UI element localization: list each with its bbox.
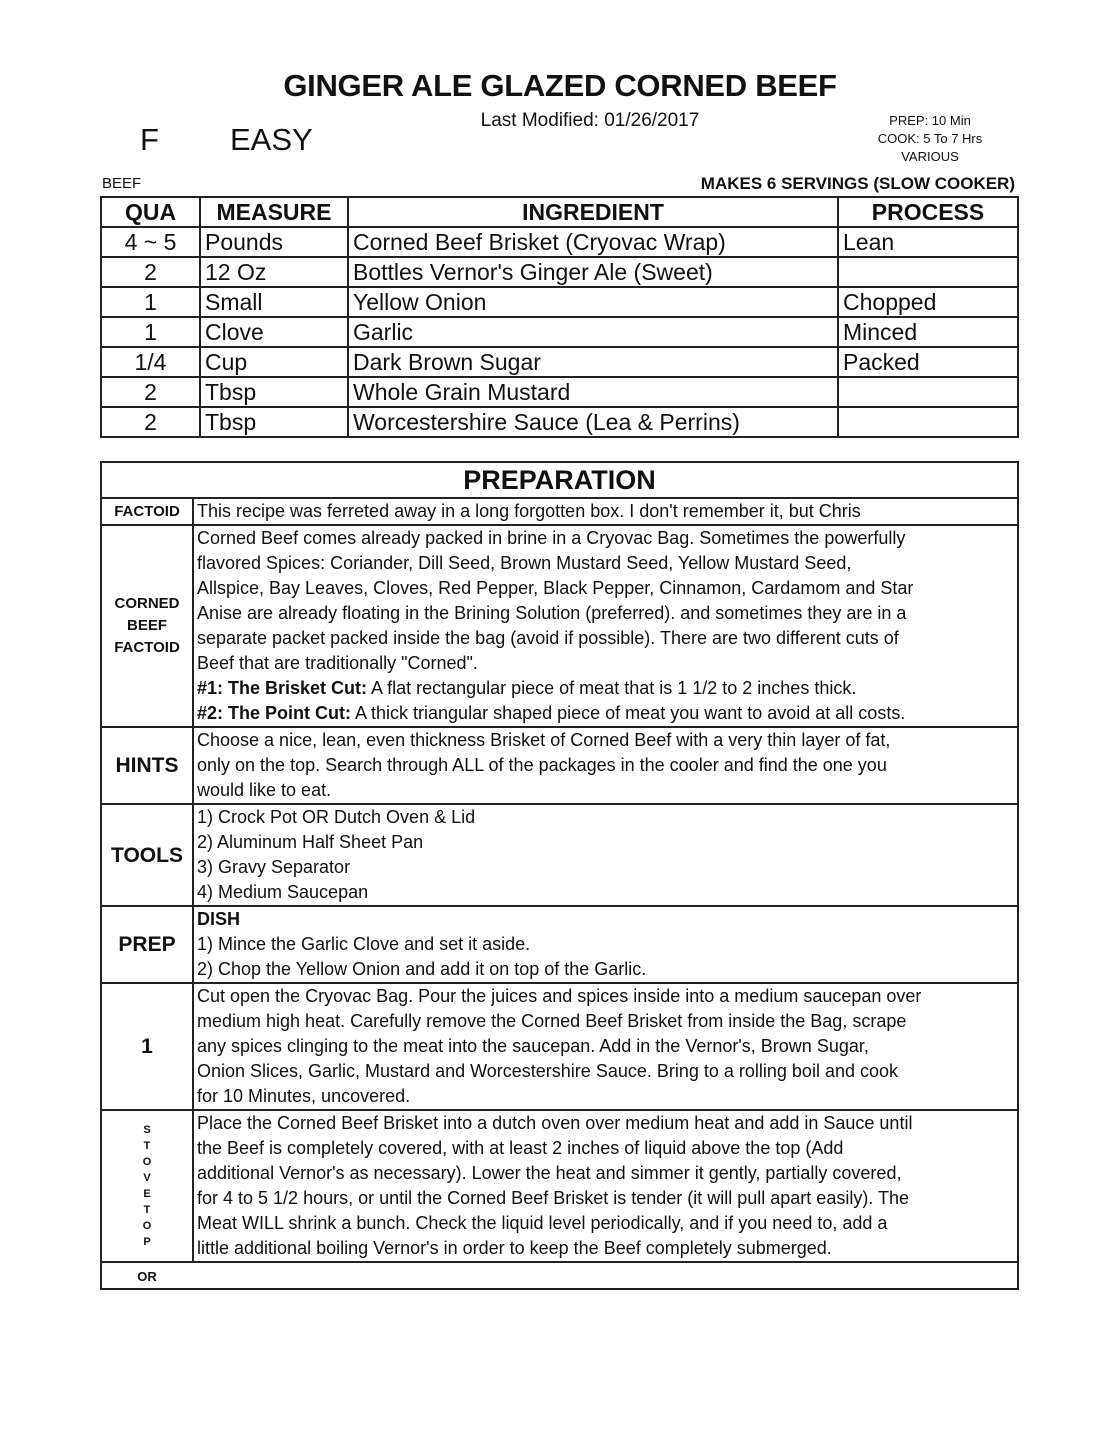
text-line: Corned Beef comes already packed in brine in a Cryovac Bag. Sometimes the powerfully <box>197 528 906 548</box>
ingredient-name: Bottles Vernor's Ginger Ale (Sweet) <box>348 257 838 287</box>
prep-item: 2) Chop the Yellow Onion and add it on top of the Garlic. <box>197 959 647 979</box>
tools-list <box>193 804 1018 906</box>
text-line: additional Vernor's as necessary). Lower the heat and simmer it gently, partially covered, <box>197 1163 902 1183</box>
text-line: Place the Corned Beef Brisket into a dutch oven over medium heat and add in Sauce until <box>197 1113 913 1133</box>
label-letter: P <box>143 1236 151 1248</box>
point-cut-label: #2: The Point Cut: <box>197 703 351 723</box>
text-line: medium high heat. Carefully remove the Corned Beef Brisket from inside the Bag, scrape <box>197 1011 907 1031</box>
hints-label: HINTS <box>101 727 193 804</box>
tools-label: TOOLS <box>101 804 193 906</box>
ingredient-row <box>101 407 1018 437</box>
ingredient-row <box>101 257 1018 287</box>
tool-item: 4) Medium Saucepan <box>197 882 369 902</box>
brisket-cut-line <box>197 676 1014 701</box>
ingredient-name: Worcestershire Sauce (Lea & Perrins) <box>348 407 838 437</box>
column-header-process: PROCESS <box>838 197 1018 227</box>
text-line: Cut open the Cryovac Bag. Pour the juices and spices inside into a medium saucepan over <box>197 986 922 1006</box>
ingredient-row <box>101 287 1018 317</box>
factoid-text: This recipe was ferreted away in a long forgotten box. I don't remember it, but Chris <box>193 498 1018 525</box>
ingredient-row <box>101 347 1018 377</box>
text-line: Beef that are traditionally "Corned". <box>197 653 478 673</box>
stovetop-text <box>193 1110 1018 1262</box>
column-header-measure: MEASURE <box>200 197 348 227</box>
text-line: only on the top. Search through ALL of the packages in the cooler and find the one you <box>197 755 887 775</box>
prep-list <box>193 906 1018 983</box>
text-line: Meat WILL shrink a bunch. Check the liquid level periodically, and if you need to, add a <box>197 1213 888 1233</box>
label-line: BEEF <box>126 617 167 634</box>
ingredient-quantity: 1 <box>101 317 200 347</box>
prep-label: PREP <box>101 906 193 983</box>
point-cut-line <box>197 701 1014 726</box>
ingredient-quantity: 2 <box>101 407 200 437</box>
or-text: OR <box>137 1269 157 1284</box>
text-line: Anise are already floating in the Brining Solution (preferred). and sometimes they are in a <box>197 603 907 623</box>
text-line: for 4 to 5 1/2 hours, or until the Corned Beef Brisket is tender (it will pull apart easily). The <box>197 1188 910 1208</box>
label-letter: E <box>143 1188 151 1200</box>
tool-item: 3) Gravy Separator <box>197 857 351 877</box>
ingredient-quantity: 2 <box>101 377 200 407</box>
ingredient-process <box>838 377 1018 407</box>
text-line: little additional boiling Vernor's in order to keep the Beef completely submerged. <box>197 1238 832 1258</box>
ingredient-process <box>838 407 1018 437</box>
corned-beef-factoid-text <box>193 525 1018 727</box>
ingredient-name: Garlic <box>348 317 838 347</box>
difficulty-label: EASY <box>230 122 313 157</box>
ingredient-measure: Pounds <box>200 227 348 257</box>
text-line: the Beef is completely covered, with at least 2 inches of liquid above the top (Add <box>197 1138 844 1158</box>
ingredient-process: Packed <box>838 347 1018 377</box>
text-line: any spices clinging to the meat into the saucepan. Add in the Vernor's, Brown Sugar, <box>197 1036 869 1056</box>
ingredients-header-row <box>101 197 1018 227</box>
factoid-label: FACTOID <box>101 498 193 525</box>
ingredient-process: Lean <box>838 227 1018 257</box>
category-label: BEEF <box>102 175 142 192</box>
ingredient-measure: Small <box>200 287 348 317</box>
ingredient-quantity: 2 <box>101 257 200 287</box>
label-line: CORNED <box>114 595 180 612</box>
ingredient-row <box>101 377 1018 407</box>
preparation-table <box>100 461 1019 1290</box>
ingredient-quantity: 1/4 <box>101 347 200 377</box>
prep-subheading: DISH <box>197 909 241 929</box>
label-letter: V <box>143 1172 151 1184</box>
stovetop-row <box>101 1110 1018 1262</box>
ingredient-row <box>101 227 1018 257</box>
ingredient-process: Chopped <box>838 287 1018 317</box>
ingredient-measure: Clove <box>200 317 348 347</box>
column-header-qua: QUA <box>101 197 200 227</box>
ingredient-measure: Tbsp <box>200 407 348 437</box>
ingredient-name: Yellow Onion <box>348 287 838 317</box>
ingredient-name: Corned Beef Brisket (Cryovac Wrap) <box>348 227 838 257</box>
tool-item: 2) Aluminum Half Sheet Pan <box>197 832 424 852</box>
time-info <box>850 112 1010 166</box>
ingredient-measure: Cup <box>200 347 348 377</box>
prep-item: 1) Mince the Garlic Clove and set it aside. <box>197 934 531 954</box>
factoid-row <box>101 498 1018 525</box>
step-1-row <box>101 983 1018 1110</box>
last-modified: Last Modified: 01/26/2017 <box>480 110 700 131</box>
label-letter: O <box>142 1156 152 1168</box>
label-letter: T <box>143 1140 151 1152</box>
text-line: Onion Slices, Garlic, Mustard and Worcestershire Sauce. Bring to a rolling boil and cook <box>197 1061 898 1081</box>
step-1-text <box>193 983 1018 1110</box>
column-header-ingredient: INGREDIENT <box>348 197 838 227</box>
ingredient-row <box>101 317 1018 347</box>
recipe-grade: F <box>140 122 159 157</box>
ingredients-table <box>100 196 1019 438</box>
text-line: for 10 Minutes, uncovered. <box>197 1086 411 1106</box>
recipe-title: GINGER ALE GLAZED CORNED BEEF <box>283 68 837 103</box>
ingredient-process: Minced <box>838 317 1018 347</box>
cook-time: COOK: 5 To 7 Hrs <box>877 131 983 146</box>
ingredient-quantity: 1 <box>101 287 200 317</box>
ingredient-quantity: 4 ~ 5 <box>101 227 200 257</box>
hints-text <box>193 727 1018 804</box>
text-line: would like to eat. <box>197 780 332 800</box>
label-letter: O <box>142 1220 152 1232</box>
or-label <box>101 1262 1018 1289</box>
brisket-cut-label: #1: The Brisket Cut: <box>197 678 368 698</box>
stovetop-label <box>101 1110 193 1262</box>
label-line: FACTOID <box>114 639 180 656</box>
prep-row <box>101 906 1018 983</box>
hints-row <box>101 727 1018 804</box>
ingredient-measure: Tbsp <box>200 377 348 407</box>
step-1-label: 1 <box>101 983 193 1110</box>
text-line: flavored Spices: Coriander, Dill Seed, Brown Mustard Seed, Yellow Mustard Seed, <box>197 553 852 573</box>
brisket-cut-text: A flat rectangular piece of meat that is 1 1/2 to 2 inches thick. <box>367 678 857 698</box>
ingredient-name: Whole Grain Mustard <box>348 377 838 407</box>
text-line: separate packet packed inside the bag (avoid if possible). There are two different cuts of <box>197 628 899 648</box>
corned-beef-factoid-row <box>101 525 1018 727</box>
prep-time: PREP: 10 Min <box>889 113 971 128</box>
or-row <box>101 1262 1018 1289</box>
label-letter: S <box>143 1124 151 1136</box>
point-cut-text: A thick triangular shaped piece of meat you want to avoid at all costs. <box>351 703 906 723</box>
tool-item: 1) Crock Pot OR Dutch Oven & Lid <box>197 807 476 827</box>
ingredient-name: Dark Brown Sugar <box>348 347 838 377</box>
cook-method: VARIOUS <box>901 149 959 164</box>
preparation-heading: PREPARATION <box>101 462 1018 498</box>
corned-beef-factoid-label <box>101 525 193 727</box>
tools-row <box>101 804 1018 906</box>
text-line: Choose a nice, lean, even thickness Brisket of Corned Beef with a very thin layer of fat, <box>197 730 891 750</box>
text-line: Allspice, Bay Leaves, Cloves, Red Pepper, Black Pepper, Cinnamon, Cardamom and Star <box>197 578 914 598</box>
servings-label: MAKES 6 SERVINGS (SLOW COOKER) <box>700 174 1015 193</box>
label-letter: T <box>143 1204 151 1216</box>
ingredient-process <box>838 257 1018 287</box>
ingredient-measure: 12 Oz <box>200 257 348 287</box>
